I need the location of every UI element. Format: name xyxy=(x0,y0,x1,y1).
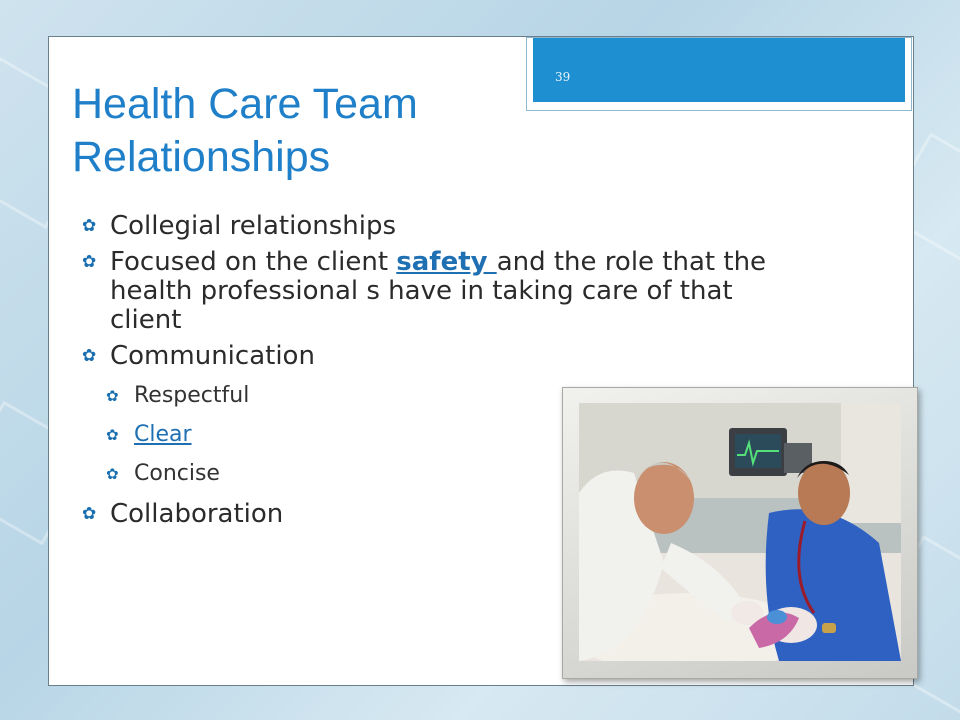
photo-frame xyxy=(562,387,918,679)
title-line-1: Health Care Team xyxy=(72,80,418,128)
bullet-text-pre: Focused on the client xyxy=(110,247,397,277)
clinicians-illustration xyxy=(579,403,901,661)
bullet-icon: ✿ xyxy=(106,387,119,405)
bullet-icon: ✿ xyxy=(82,504,97,524)
sub-bullet-text: Respectful xyxy=(134,383,250,408)
safety-link[interactable]: safety xyxy=(396,247,497,277)
clinicians-photo xyxy=(579,403,901,661)
bullet-icon: ✿ xyxy=(82,216,97,236)
bullet-icon: ✿ xyxy=(106,465,119,483)
bullet-text: Collaboration xyxy=(110,499,284,529)
sub-bullet-text: Concise xyxy=(134,461,220,486)
slide-title xyxy=(72,78,592,184)
bullet-communication xyxy=(82,342,782,371)
clear-link[interactable]: Clear xyxy=(134,422,192,447)
bullet-focused xyxy=(82,248,782,335)
bullet-collegial xyxy=(82,212,782,241)
bullet-text: Communication xyxy=(110,341,315,371)
page-number: 39 xyxy=(555,70,571,84)
bullet-text: Collegial relationships xyxy=(110,211,397,241)
title-line-2: Relationships xyxy=(72,133,331,181)
bullet-icon: ✿ xyxy=(82,346,97,366)
bullet-text-post: and the role that the health professional s have in taking care of that client xyxy=(110,247,767,335)
bullet-icon: ✿ xyxy=(82,252,97,272)
bullet-icon: ✿ xyxy=(106,426,119,444)
